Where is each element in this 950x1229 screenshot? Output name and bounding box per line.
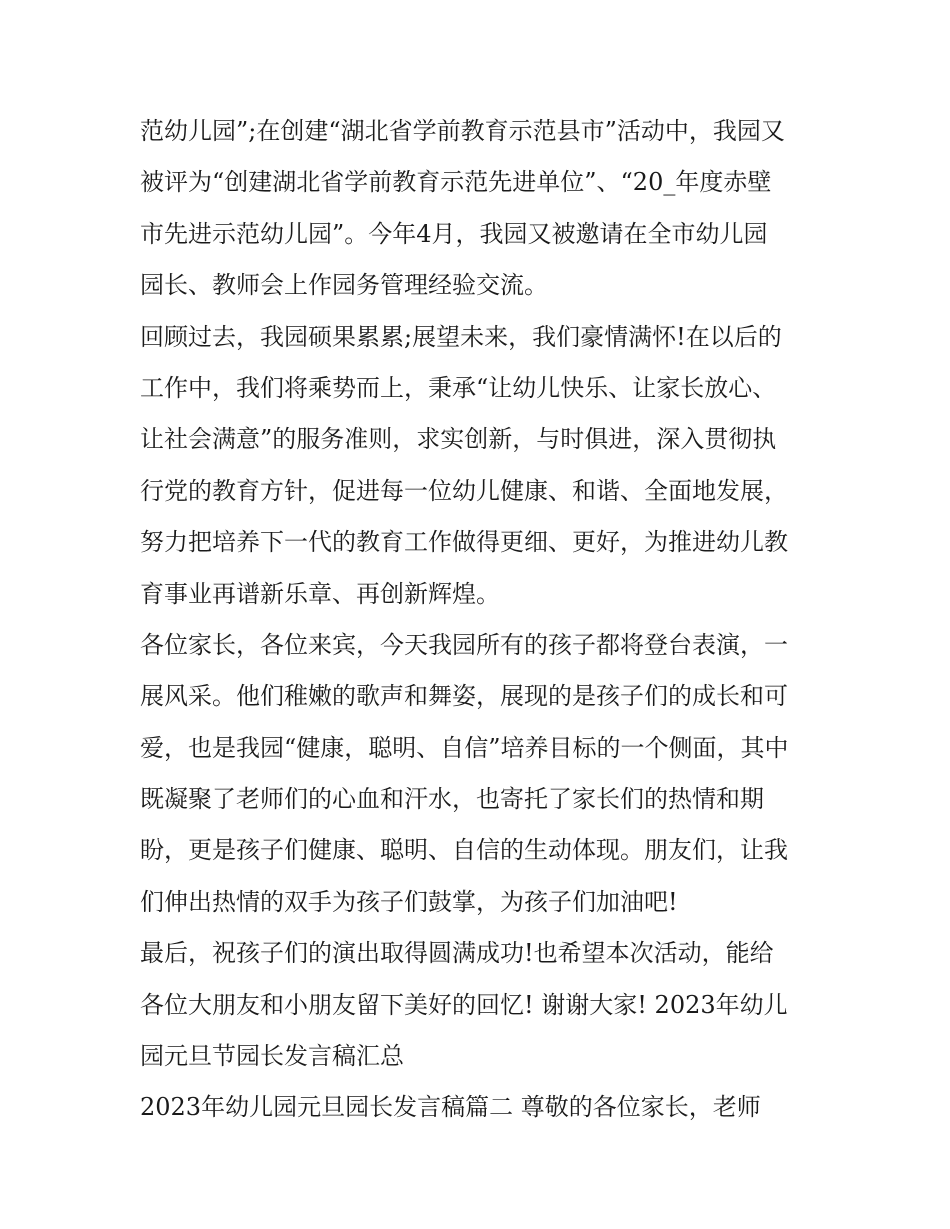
text-line: 既凝聚了老师们的心血和汗水，也寄托了家长们的热情和期 [140, 785, 764, 814]
text-line: 市先进示范幼儿园”。今年4月，我园又被邀请在全市幼儿园 [140, 219, 768, 248]
text-line: 园长、教师会上作园务管理经验交流。 [140, 271, 548, 300]
document-body [140, 106, 820, 1134]
text-line: 让社会满意”的服务准则，求实创新，与时俱进，深入贯彻执 [140, 425, 777, 454]
text-line: 爱，也是我园“健康，聪明、自信”培养目标的一个侧面，其中 [140, 733, 789, 762]
text-line: 展风采。他们稚嫩的歌声和舞姿，展现的是孩子们的成长和可 [140, 682, 788, 711]
text-line: 回顾过去，我园硕果累累;展望未来，我们豪情满怀!在以后的 [140, 322, 782, 351]
text-line: 行党的教育方针，促进每一位幼儿健康、和谐、全面地发展， [140, 476, 788, 505]
text-line: 努力把培养下一代的教育工作做得更细、更好，为推进幼儿教 [140, 528, 788, 557]
text-line: 被评为“创建湖北省学前教育示范先进单位”、“20_年度赤壁 [140, 168, 772, 197]
text-line: 们伸出热情的双手为孩子们鼓掌，为孩子们加油吧! [140, 887, 678, 916]
text-line: 工作中，我们将乘势而上，秉承“让幼儿快乐、让家长放心、 [140, 373, 777, 402]
text-line: 2023年幼儿园元旦园长发言稿篇二 尊敬的各位家长，老师 [140, 1093, 761, 1122]
text-line: 最后，祝孩子们的演出取得圆满成功!也希望本次活动，能给 [140, 939, 774, 968]
text-line: 各位家长，各位来宾，今天我园所有的孩子都将登台表演，一 [140, 630, 788, 659]
text-line: 各位大朋友和小朋友留下美好的回忆! 谢谢大家! 2023年幼儿 [140, 990, 788, 1019]
text-line: 育事业再谱新乐章、再创新辉煌。 [140, 579, 500, 608]
text-line: 园元旦节园长发言稿汇总 [140, 1042, 404, 1071]
text-line: 盼，更是孩子们健康、聪明、自信的生动体现。朋友们，让我 [140, 836, 788, 865]
text-line: 范幼儿园”;在创建“湖北省学前教育示范县市”活动中，我园又 [140, 117, 785, 145]
